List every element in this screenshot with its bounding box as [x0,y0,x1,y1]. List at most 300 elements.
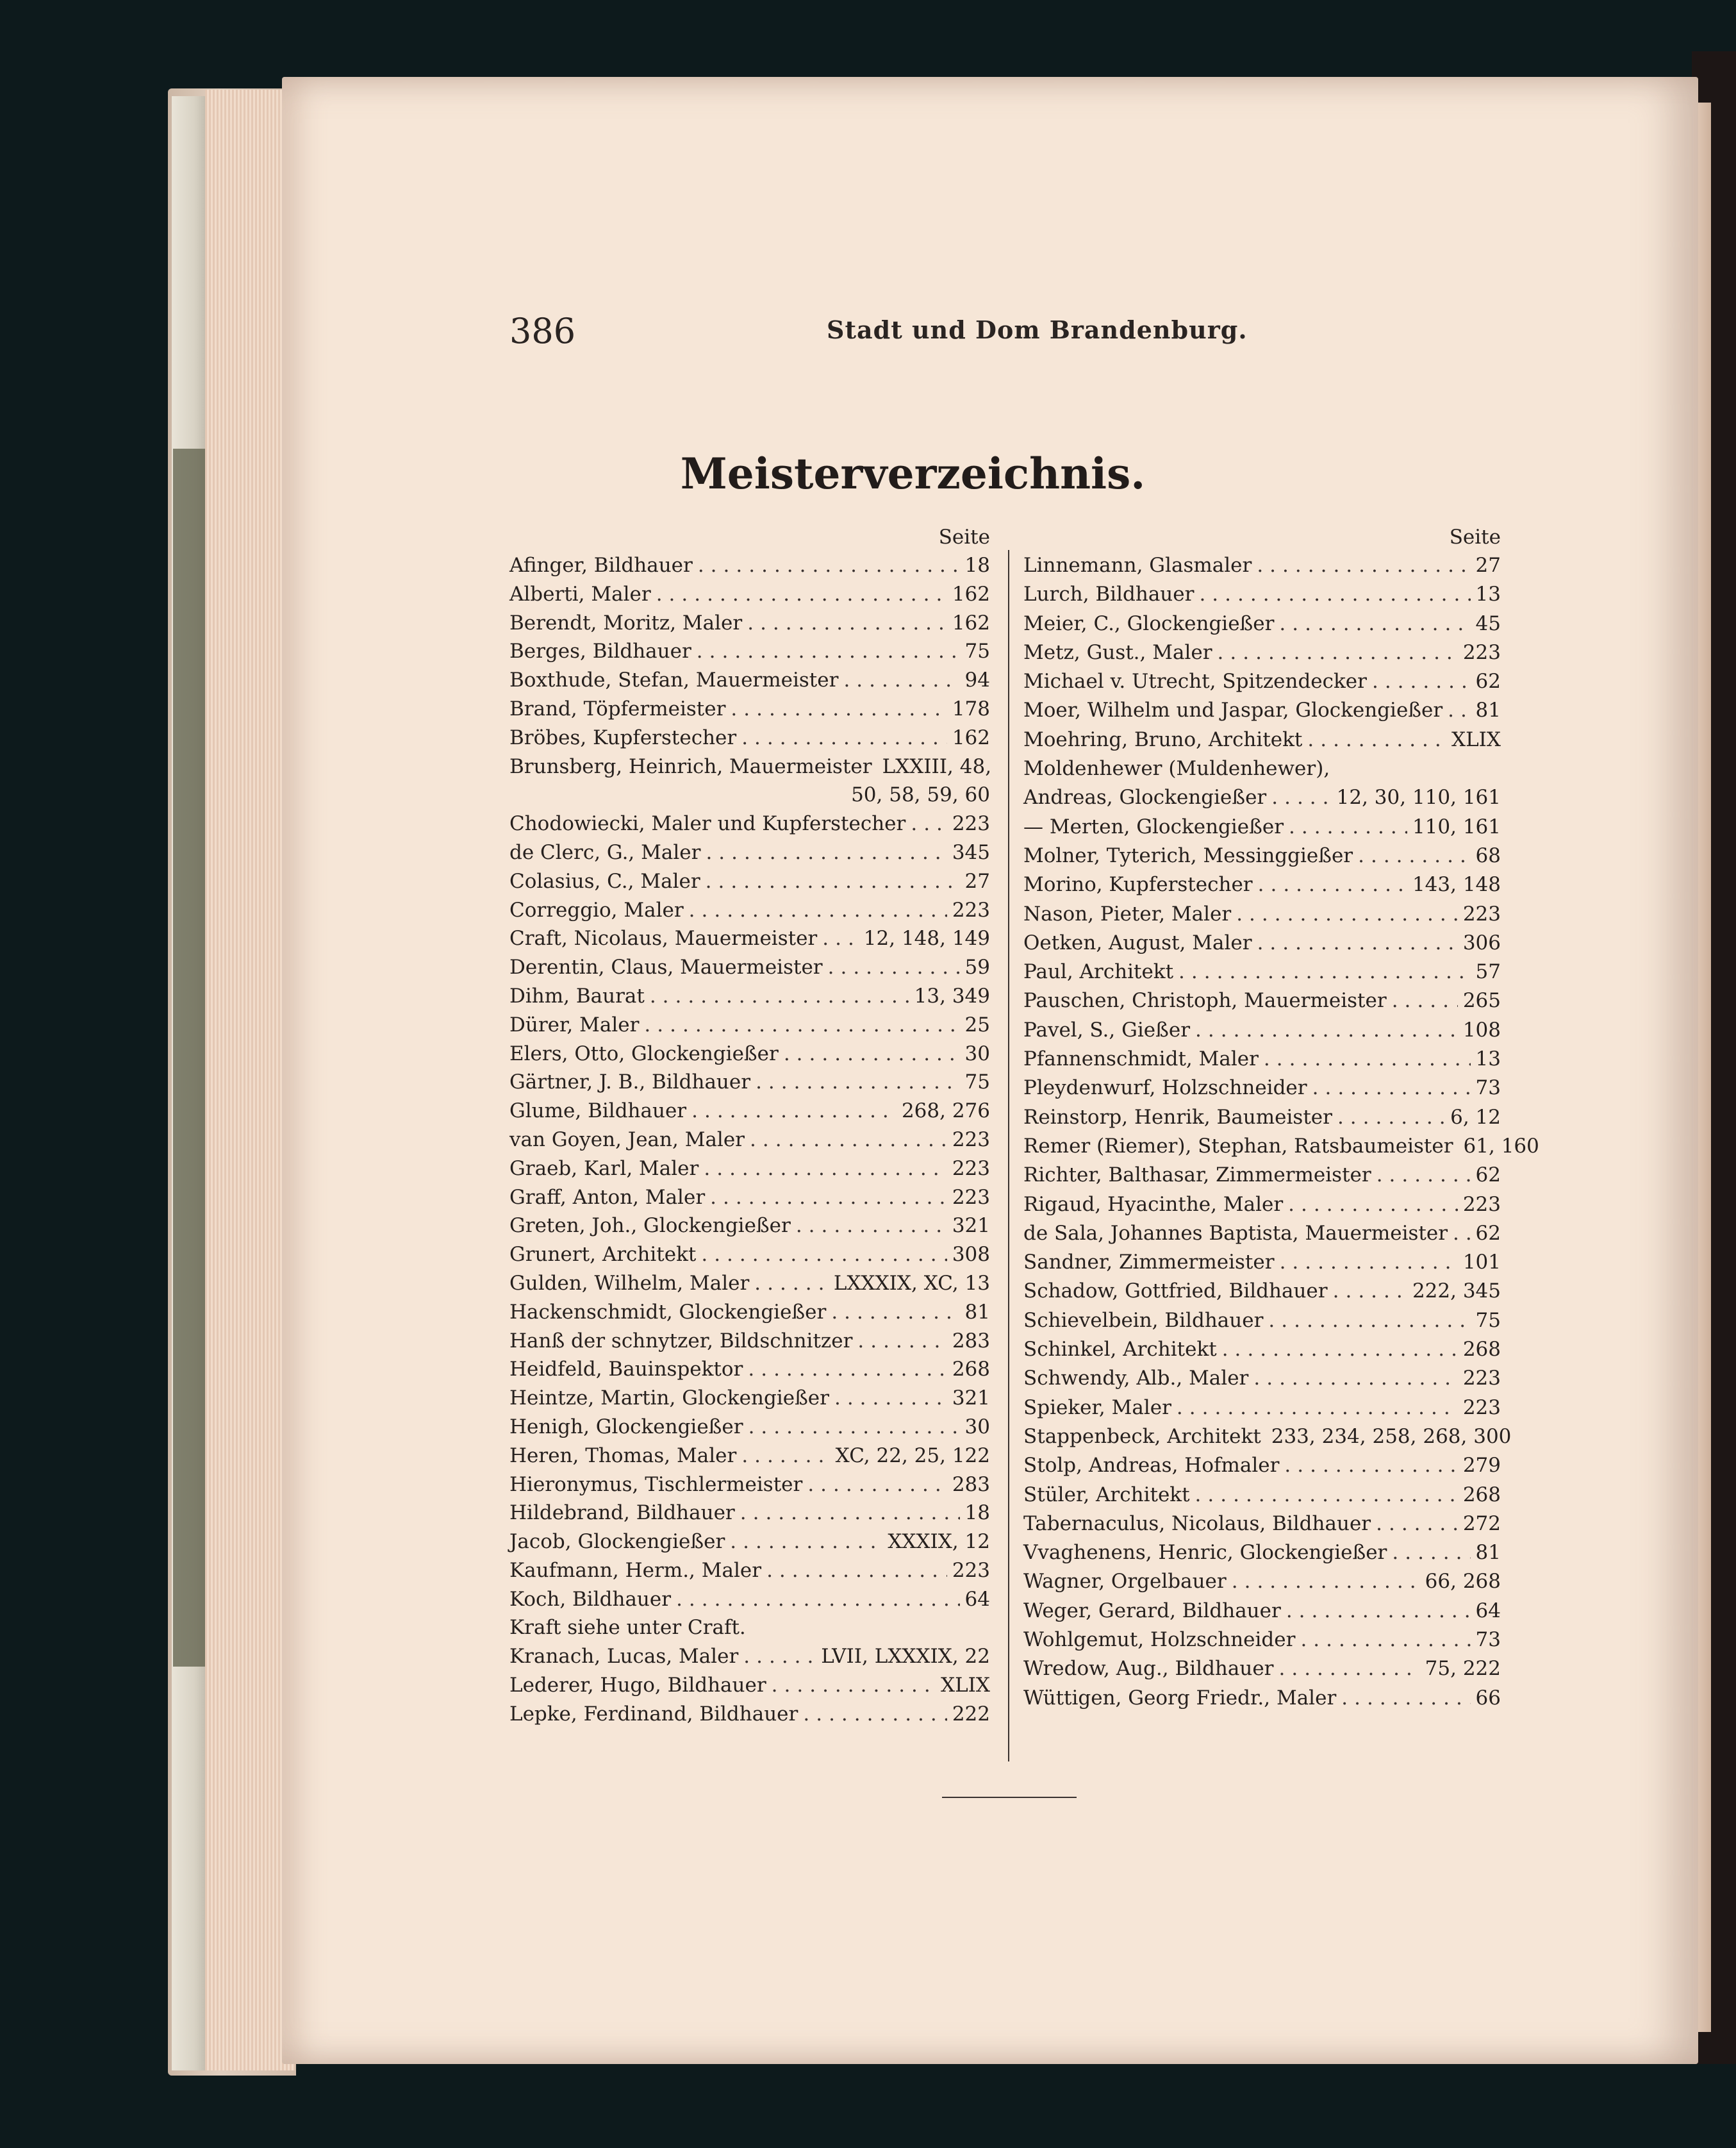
entry-name: Alberti, Maler [509,582,651,606]
entry-pages: 64 [964,1587,990,1611]
entry-name: Metz, Gust., Maler [1023,640,1212,664]
leader-dots [834,1384,947,1413]
index-entry [509,1556,990,1585]
leader-dots [1195,1016,1458,1045]
spine-cloth [173,449,205,1667]
entry-name: Stolp, Andreas, Hofmaler [1023,1454,1280,1478]
entry-pages: 268 [952,1358,990,1381]
entry-name: Henigh, Glockengießer [509,1415,743,1438]
index-entry [1023,958,1501,987]
entry-pages: LXXXIX, XC, 13 [833,1271,990,1295]
entry-name: de Sala, Johannes Baptista, Mauermeister [1023,1221,1448,1245]
entry-pages: 75 [964,640,990,663]
entry-pages: 68 [1475,844,1501,867]
leader-dots [1392,1538,1470,1567]
entry-pages: 223 [952,1185,990,1209]
index-entry [1023,1306,1501,1335]
leader-dots [1258,870,1407,899]
index-entry [1023,726,1501,754]
leader-dots [1177,1394,1458,1422]
leader-dots [656,580,947,609]
entry-pages: 30 [964,1042,990,1065]
index-entry [509,1040,990,1069]
index-entry [509,781,990,810]
index-entry [1023,1597,1501,1626]
leader-dots [698,551,960,580]
leader-dots [843,666,959,695]
page-title: Meisterverzeichnis. [680,449,1146,499]
index-entry [509,896,990,925]
leader-dots [1279,1654,1420,1683]
entry-name: Brand, Töpfermeister [509,697,726,720]
index-entry [1023,754,1501,783]
entry-name: Wagner, Orgelbauer [1023,1570,1227,1594]
entry-pages: 13 [1475,1047,1501,1071]
entry-pages: XLIX [941,1674,990,1697]
entry-name: Chodowiecki, Maler und Kupferstecher [509,812,906,836]
index-entry [509,1011,990,1040]
entry-name: Schinkel, Architekt [1023,1338,1217,1361]
index-entry [509,1327,990,1356]
entry-pages: 18 [964,1501,990,1525]
entry-pages: 81 [1475,699,1501,722]
entry-name: Moer, Wilhelm und Jaspar, Glockengießer [1023,699,1443,722]
leader-dots [1289,813,1407,842]
entry-pages: 223 [952,1128,990,1151]
leader-dots [1264,1045,1471,1074]
index-entry [509,1613,990,1642]
leader-dots [710,1183,947,1212]
index-entry [509,1528,990,1556]
leader-dots [1337,1103,1445,1132]
entry-name: Andreas, Glockengießer [1023,786,1267,810]
entry-name: Schwendy, Alb., Maler [1023,1367,1249,1390]
end-rule [942,1797,1077,1798]
entry-pages: LVII, LXXXIX, 22 [821,1645,990,1669]
entry-pages: 64 [1475,1599,1501,1622]
entry-name: — Merten, Glockengießer [1023,815,1284,838]
entry-pages: 59 [964,956,990,979]
entry-name: Elers, Otto, Glockengießer [509,1042,779,1065]
entry-name: Heintze, Martin, Glockengießer [509,1386,829,1410]
leader-dots [1257,551,1470,580]
entry-name: Koch, Bildhauer [509,1587,672,1611]
entry-pages: 223 [1462,1395,1501,1419]
entry-pages: XC, 22, 25, 122 [835,1444,990,1467]
entry-pages: 223 [1462,1192,1501,1216]
entry-name: Correggio, Maler [509,898,684,922]
entry-name: Greten, Joh., Glockengießer [509,1214,791,1238]
leader-dots [1392,987,1458,1015]
index-entry [1023,638,1501,667]
leader-dots [1253,1364,1457,1393]
entry-pages: XLIX [1451,728,1501,751]
column-heading: Seite [938,526,990,549]
entry-name: Richter, Balthasar, Zimmermeister [1023,1163,1371,1187]
entry-name: Weger, Gerard, Bildhauer [1023,1599,1281,1622]
entry-name: Nason, Pieter, Maler [1023,902,1232,926]
leader-dots [1222,1335,1458,1364]
leader-dots [1448,696,1470,725]
index-entry [1023,1626,1501,1654]
entry-name: Wredow, Aug., Bildhauer [1023,1657,1274,1681]
index-entry [1023,580,1501,609]
entry-pages: 223 [1462,640,1501,664]
entry-name: Heren, Thomas, Maler [509,1444,737,1467]
index-entry [1023,1364,1501,1393]
entry-name: Glume, Bildhauer [509,1099,687,1123]
index-entry [1023,1451,1501,1480]
entry-name: Heidfeld, Bauinspektor [509,1358,743,1381]
index-entry [1023,1654,1501,1683]
leader-dots [831,1298,959,1327]
entry-pages: 321 [952,1386,990,1410]
entry-name: Wüttigen, Georg Friedr., Maler [1023,1686,1337,1710]
leader-dots [1341,1684,1470,1713]
index-entry [1023,1132,1539,1161]
index-entry [1023,1190,1501,1219]
entry-pages: 45 [1475,612,1501,635]
leader-dots [689,896,947,925]
entry-pages: 268 [1462,1338,1501,1361]
leader-dots [828,953,960,982]
index-entry [1023,1277,1501,1306]
leader-dots [1453,1219,1471,1248]
entry-pages: 321 [952,1214,990,1238]
leader-dots [756,1068,959,1097]
entry-pages: 223 [952,898,990,922]
index-entry [1023,900,1501,929]
index-entry [509,1585,990,1614]
leader-dots [772,1671,936,1700]
entry-name: Gulden, Wilhelm, Maler [509,1271,750,1295]
entry-pages: 18 [964,554,990,577]
index-entry [1023,1074,1501,1103]
entry-pages: 62 [1475,1163,1501,1187]
index-entry [509,609,990,638]
page-number: 386 [509,311,576,351]
index-entry [1023,929,1501,958]
entry-pages: 283 [952,1329,990,1353]
index-entry [509,1700,990,1729]
entry-name: Michael v. Utrecht, Spitzendecker [1023,670,1367,694]
entry-pages: 110, 161 [1412,815,1501,838]
index-entry [509,1470,990,1499]
leader-dots [1268,1306,1470,1335]
leader-dots [1376,1510,1458,1538]
leader-dots [1178,958,1471,987]
entry-name: Paul, Architekt [1023,960,1174,984]
entry-name: Afinger, Bildhauer [509,554,693,577]
entry-pages: 6, 12 [1450,1105,1501,1129]
index-column-left [509,523,990,1729]
entry-pages: 223 [1462,1367,1501,1390]
entry-name: Morino, Kupferstecher [1023,873,1253,897]
index-entry [1023,1394,1501,1422]
index-entry [1023,1016,1501,1045]
index-entry [509,1126,990,1154]
leader-dots [822,924,859,953]
entry-name: Dihm, Baurat [509,984,645,1008]
index-entry [509,838,990,867]
index-entry [509,810,990,838]
leader-dots [1284,1451,1457,1480]
entry-pages: 27 [964,869,990,893]
entry-name: Schievelbein, Bildhauer [1023,1308,1264,1332]
leader-dots [1312,1074,1471,1103]
leader-dots [1199,580,1470,609]
leader-dots [857,1327,947,1356]
entry-name: Pfannenschmidt, Maler [1023,1047,1259,1071]
index-entry [509,1298,990,1327]
index-entry [509,1413,990,1442]
leader-dots [740,1499,960,1528]
index-entry [509,637,990,666]
entry-name: Vvaghenens, Henric, Glockengießer [1023,1541,1387,1565]
entry-pages: 308 [952,1243,990,1267]
entry-pages: 94 [964,669,990,692]
index-entry [509,953,990,982]
entry-name: Hildebrand, Bildhauer [509,1501,735,1525]
leader-dots [704,1154,947,1183]
leader-dots [807,1470,947,1499]
entry-pages: 62 [1475,670,1501,694]
leader-dots [1195,1481,1458,1510]
entry-name: Oetken, August, Maler [1023,931,1252,954]
index-entry [1023,842,1501,870]
entry-pages: 162 [952,611,990,635]
index-entry [1023,1219,1501,1248]
entry-pages: 279 [1462,1454,1501,1478]
index-entry [509,1240,990,1269]
index-entry [509,1269,990,1298]
entry-name: de Clerc, G., Maler [509,840,701,864]
index-entry [1023,870,1501,899]
leader-dots [701,1240,947,1269]
index-entry [1023,987,1501,1015]
index-entry [1023,551,1501,580]
leader-dots [1236,900,1458,929]
index-entry [1023,1481,1501,1510]
entry-pages: 272 [1462,1511,1501,1535]
entry-name: Graff, Anton, Maler [509,1185,706,1209]
leader-dots [911,810,947,838]
leader-dots [784,1040,960,1069]
index-entry [509,867,990,896]
index-entry [509,1154,990,1183]
entry-pages: 268 [1462,1483,1501,1506]
entry-name: Sandner, Zimmermeister [1023,1251,1275,1274]
entry-pages: 101 [1462,1251,1501,1274]
entry-pages: 13, 349 [914,984,990,1008]
index-entry [1023,1248,1501,1277]
leader-dots [741,1442,830,1470]
entry-name: Rigaud, Hyacinthe, Maler [1023,1192,1284,1216]
entry-name: Lepke, Ferdinand, Bildhauer [509,1702,798,1726]
entry-pages: 233, 234, 258, 268, 300 [1271,1424,1512,1448]
leader-dots [1333,1277,1407,1306]
entry-name: Hieronymus, Tischlermeister [509,1472,803,1496]
index-entry [1023,783,1501,812]
entry-pages: 81 [964,1300,990,1324]
index-entry [509,666,990,695]
index-entry [509,982,990,1011]
leader-dots [1372,667,1471,696]
leader-dots [1257,929,1458,958]
leader-dots [754,1269,829,1298]
entry-pages: 30 [964,1415,990,1438]
index-entry [509,1671,990,1700]
leader-dots [691,1097,897,1126]
entry-pages: 345 [952,840,990,864]
entry-pages: 162 [952,582,990,606]
index-column-right [1023,523,1539,1713]
entry-name: Kranach, Lucas, Maler [509,1645,739,1669]
leader-dots [1218,638,1458,667]
entry-pages: LXXIII, 48, [882,754,992,778]
index-entry [509,753,990,781]
index-entry [1023,1538,1501,1567]
leader-dots [644,1011,959,1040]
leader-dots [1232,1567,1420,1596]
index-entry [509,695,990,724]
entry-pages: 50, 58, 59, 60 [851,783,990,807]
entry-name: Lederer, Hugo, Bildhauer [509,1674,766,1697]
entry-pages: 66, 268 [1425,1570,1501,1594]
leader-dots [706,867,960,896]
entry-pages: 223 [952,1156,990,1180]
leader-dots [748,1355,947,1384]
entry-name: Bröbes, Kupferstecher [509,726,737,749]
leader-dots [650,982,909,1011]
index-entry [509,1068,990,1097]
entry-name: Hanß der schnytzer, Bildschnitzer [509,1329,853,1353]
entry-pages: 222, 345 [1412,1279,1501,1303]
entry-pages: 73 [1475,1076,1501,1100]
entry-name: Lurch, Bildhauer [1023,583,1195,606]
entry-name: Stappenbeck, Architekt [1023,1424,1261,1448]
entry-pages: 223 [952,1558,990,1582]
entry-name: Spieker, Maler [1023,1395,1171,1419]
entry-pages: 73 [1475,1628,1501,1651]
entry-name: Berendt, Moritz, Maler [509,611,743,635]
entry-pages: 12, 30, 110, 161 [1336,786,1501,810]
entry-pages: 25 [964,1013,990,1037]
column-divider [1008,550,1009,1761]
entry-pages: 13 [1475,583,1501,606]
entry-name: Pavel, S., Gießer [1023,1018,1191,1042]
leader-dots [750,1126,947,1154]
leader-dots [1279,610,1470,638]
index-entry [509,1211,990,1240]
entry-name: Reinstorp, Henrik, Baumeister [1023,1105,1332,1129]
entry-name: Stüler, Architekt [1023,1483,1190,1506]
index-entry [1023,696,1501,725]
leader-dots [747,609,947,638]
entry-pages: 178 [952,697,990,720]
entry-list [509,551,990,1729]
leader-dots [796,1211,947,1240]
entry-pages: 75 [964,1070,990,1094]
entry-pages: 27 [1475,554,1501,577]
leader-dots [766,1556,947,1585]
leader-dots [1300,1626,1470,1654]
entry-name: Kraft siehe unter Craft. [509,1616,746,1640]
leader-dots [1376,1161,1471,1190]
leader-dots [741,724,947,753]
index-entry [509,924,990,953]
entry-name: Boxthude, Stefan, Mauermeister [509,669,839,692]
entry-pages: 66 [1475,1686,1501,1710]
entry-pages: 75, 222 [1425,1657,1501,1681]
entry-pages: 108 [1462,1018,1501,1042]
index-entry [509,1642,990,1671]
entry-name: Remer (Riemer), Stephan, Ratsbaumeister [1023,1134,1453,1158]
index-entry [1023,1161,1501,1190]
entry-pages: XXXIX, 12 [888,1530,990,1554]
running-head: Stadt und Dom Brandenburg. [827,315,1248,344]
leader-dots [676,1585,959,1614]
leader-dots [803,1700,947,1729]
entry-name: Dürer, Maler [509,1013,640,1037]
index-entry [1023,1510,1501,1538]
index-entry [509,1384,990,1413]
entry-list [1023,551,1539,1713]
entry-name: Schadow, Gottfried, Bildhauer [1023,1279,1328,1303]
entry-pages: 75 [1475,1308,1501,1332]
leader-dots [1288,1190,1458,1219]
entry-name: Moehring, Bruno, Architekt [1023,728,1303,751]
entry-pages: 162 [952,726,990,749]
leader-dots [748,1413,960,1442]
entry-pages: 306 [1462,931,1501,954]
entry-name: Jacob, Glockengießer [509,1530,725,1554]
entry-name: Pleydenwurf, Holzschneider [1023,1076,1307,1100]
leader-dots [743,1642,816,1671]
entry-pages: 268, 276 [901,1099,990,1123]
entry-name: Kaufmann, Herm., Maler [509,1558,762,1582]
entry-name: Graeb, Karl, Maler [509,1156,699,1180]
index-entry [509,724,990,753]
entry-pages: 223 [952,812,990,836]
index-entry [509,1499,990,1528]
column-heading: Seite [1449,526,1501,549]
entry-pages: 283 [952,1472,990,1496]
entry-pages: 81 [1475,1541,1501,1565]
entry-name: Wohlgemut, Holzschneider [1023,1628,1296,1651]
leader-dots [706,838,947,867]
entry-pages: 62 [1475,1221,1501,1245]
entry-name: Molner, Tyterich, Messinggießer [1023,844,1353,867]
index-entry [1023,667,1501,696]
leader-dots [1271,783,1331,812]
leader-dots [730,1528,882,1556]
leader-dots [697,637,960,666]
page-stack [205,90,295,2070]
entry-name: Moldenhewer (Muldenhewer), [1023,757,1330,781]
leader-dots [1286,1597,1471,1626]
index-entry [1023,1045,1501,1074]
entry-name: Linnemann, Glasmaler [1023,554,1252,577]
entry-name: Derentin, Claus, Mauermeister [509,956,823,979]
index-entry [509,580,990,609]
entry-pages: 143, 148 [1412,873,1501,897]
entry-pages: 222 [952,1702,990,1726]
leader-dots [1280,1248,1458,1277]
entry-name: Craft, Nicolaus, Mauermeister [509,927,818,951]
index-entry [509,1442,990,1470]
entry-name: Colasius, C., Maler [509,869,700,893]
